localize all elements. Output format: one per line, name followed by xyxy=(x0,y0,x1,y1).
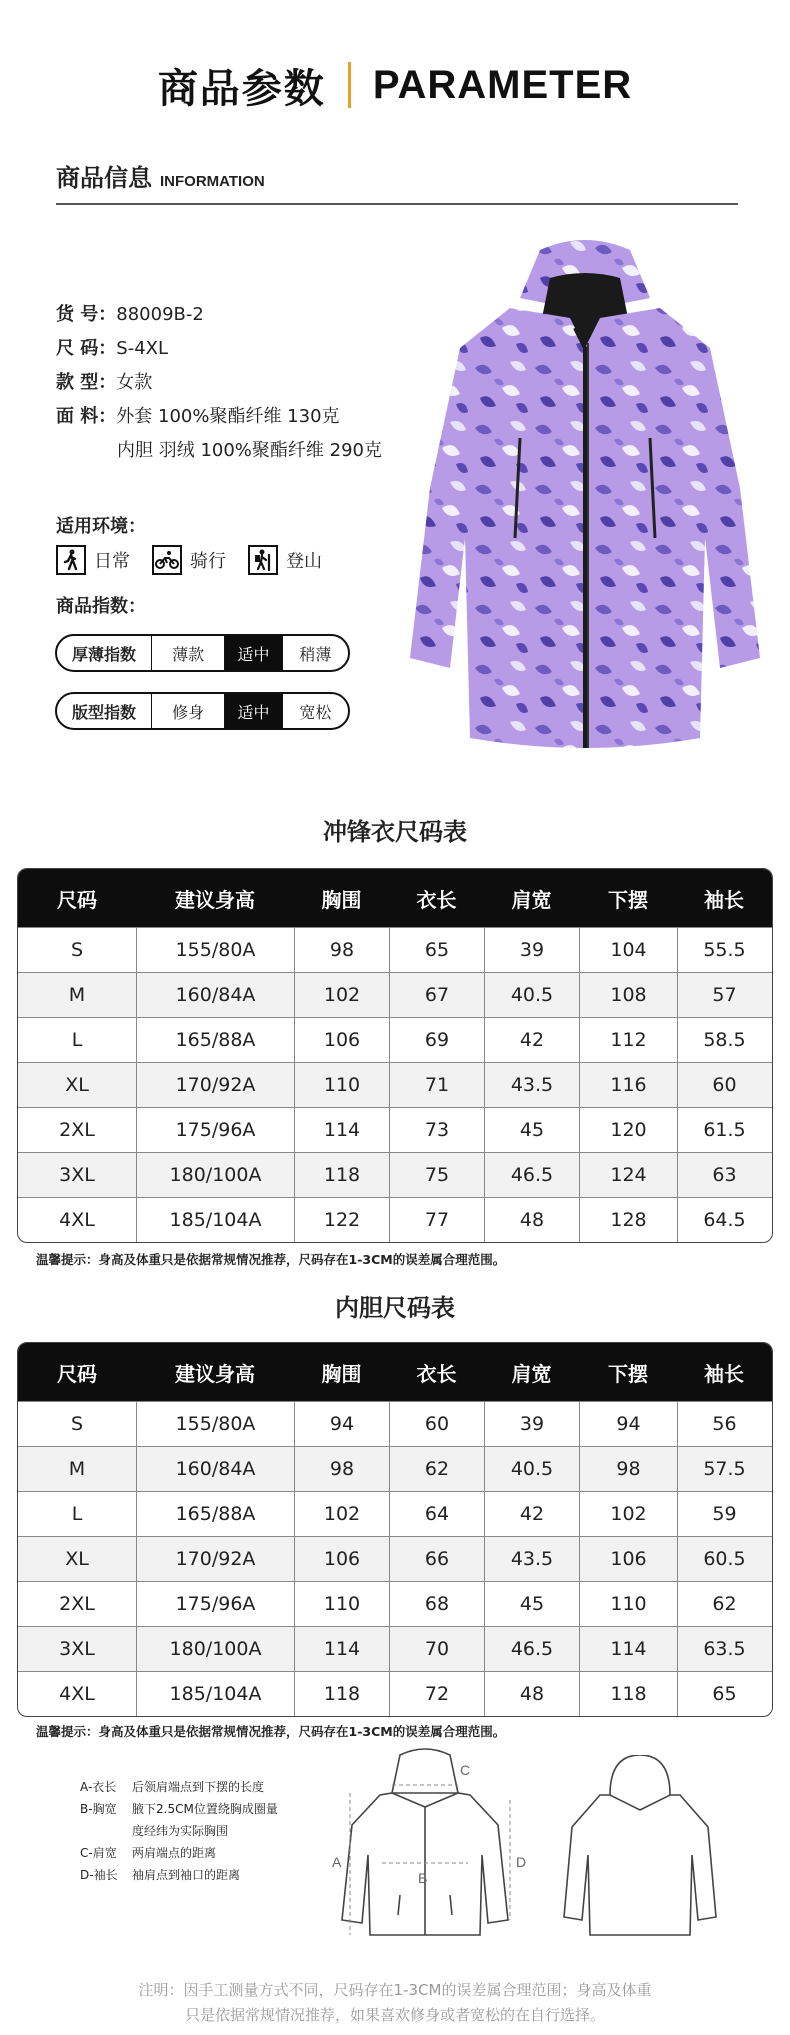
header-cell: 下摆 xyxy=(608,887,648,912)
table-header-row xyxy=(18,1343,772,1401)
table-row: 2XL 175/96A 110 68 45 110 62 xyxy=(18,1581,772,1626)
fit-index-label: 版型指数 xyxy=(72,702,137,722)
header-cell: 袖长 xyxy=(704,1361,744,1386)
env-item-cycling: 骑行 xyxy=(152,545,226,575)
spec-item-fabric-inner: 内胆 羽绒 100%聚酯纤维 290克 xyxy=(117,440,382,461)
header-cell: 尺码 xyxy=(57,1361,97,1386)
header-cell: 衣长 xyxy=(416,1361,457,1386)
jacket-front-diagram xyxy=(320,1745,530,1945)
thickness-index xyxy=(55,634,350,672)
thickness-option-medium: 适中 xyxy=(224,636,281,670)
inner-table-title: 内胆尺码表 xyxy=(335,1294,455,1322)
spec-item-size: 尺 码：S-4XL xyxy=(56,338,169,359)
header-divider xyxy=(348,62,351,108)
spec-item-fabric: 面 料：外套 100%聚酯纤维 130克 xyxy=(56,406,340,427)
footer-line-2: 只是依据常规情况推荐，如果喜欢修身或者宽松的在自行选择。 xyxy=(184,2006,605,2024)
measure-legend xyxy=(80,1776,278,1886)
spec-list xyxy=(56,298,382,468)
info-title-cn: 商品信息 xyxy=(56,164,152,192)
legend-item-a: A-衣长 后领肩端点到下摆的长度 xyxy=(80,1780,265,1794)
table-row: M 160/84A 102 67 40.5 108 57 xyxy=(18,972,772,1017)
header-cell: 肩宽 xyxy=(511,887,552,912)
header-cell: 建议身高 xyxy=(175,887,255,912)
table-row: 3XL 180/100A 114 70 46.5 114 63.5 xyxy=(18,1626,772,1671)
page-header xyxy=(0,50,790,120)
env-item-daily: 日常 xyxy=(56,545,130,575)
environment-title: 适用环境： xyxy=(56,516,146,537)
table-row: XL 170/92A 106 66 43.5 106 60.5 xyxy=(18,1536,772,1581)
table-row: 4XL 185/104A 118 72 48 118 65 xyxy=(18,1671,772,1716)
fit-index xyxy=(55,692,350,730)
env-item-hiking: 登山 xyxy=(248,545,322,575)
footer-line-1: 注明：因手工测量方式不同，尺码存在1-3CM的误差属合理范围；身高及体重 xyxy=(138,1981,652,1999)
environment-list xyxy=(56,545,322,575)
index-title: 商品指数： xyxy=(56,596,146,617)
table-row: L 165/88A 106 69 42 112 58.5 xyxy=(18,1017,772,1062)
jacket-back-diagram xyxy=(560,1755,720,1945)
marker-d: D xyxy=(516,1854,527,1870)
thickness-option-slightly-thin: 稍薄 xyxy=(282,636,348,670)
table-header-row xyxy=(18,869,772,927)
header-cell: 尺码 xyxy=(57,887,97,912)
walking-person-icon xyxy=(56,545,86,575)
info-divider xyxy=(56,203,738,205)
table-row: 2XL 175/96A 114 73 45 120 61.5 xyxy=(18,1107,772,1152)
jacket-photo xyxy=(410,238,770,758)
inner-size-table xyxy=(17,1342,773,1717)
legend-item-c: C-肩宽 两肩端点的距离 xyxy=(80,1846,217,1860)
thickness-option-thin: 薄款 xyxy=(151,636,224,670)
header-cell: 肩宽 xyxy=(511,1361,552,1386)
table-row: S 155/80A 98 65 39 104 55.5 xyxy=(18,927,772,972)
header-cell: 胸围 xyxy=(321,887,362,912)
fit-option-slim: 修身 xyxy=(151,694,224,728)
inner-table-note: 温馨提示：身高及体重只是依据常规情况推荐，尺码存在1-3CM的误差属合理范围。 xyxy=(36,1724,506,1739)
header-cell: 下摆 xyxy=(608,1361,648,1386)
info-title xyxy=(56,158,265,193)
table-row: 4XL 185/104A 122 77 48 128 64.5 xyxy=(18,1197,772,1242)
legend-item-b-cont: 度经纬为实际胸围 xyxy=(132,1824,229,1838)
fit-option-loose: 宽松 xyxy=(282,694,348,728)
marker-a: A xyxy=(332,1854,342,1870)
marker-b: B xyxy=(418,1870,428,1886)
outer-size-table xyxy=(17,868,773,1243)
fit-option-medium: 适中 xyxy=(224,694,281,728)
info-title-en: INFORMATION xyxy=(160,173,265,190)
header-cell: 衣长 xyxy=(416,887,457,912)
marker-c: C xyxy=(460,1762,471,1778)
header-cell: 胸围 xyxy=(321,1361,362,1386)
legend-item-d: D-袖长 袖肩点到袖口的距离 xyxy=(80,1868,241,1882)
legend-item-b: B-胸宽 腋下2.5CM位置绕胸成圈量 xyxy=(80,1802,278,1816)
outer-table-note: 温馨提示：身高及体重只是依据常规情况推荐，尺码存在1-3CM的误差属合理范围。 xyxy=(36,1252,506,1267)
outer-table-title: 冲锋衣尺码表 xyxy=(323,818,467,846)
spec-item-style: 款 型：女款 xyxy=(56,372,153,393)
spec-item-number: 货 号：88009B-2 xyxy=(56,304,204,325)
table-row: S 155/80A 94 60 39 94 56 xyxy=(18,1401,772,1446)
header-title-en: PARAMETER xyxy=(372,62,633,107)
table-row: 3XL 180/100A 118 75 46.5 124 63 xyxy=(18,1152,772,1197)
hiker-icon xyxy=(248,545,278,575)
table-row: L 165/88A 102 64 42 102 59 xyxy=(18,1491,772,1536)
table-row: M 160/84A 98 62 40.5 98 57.5 xyxy=(18,1446,772,1491)
footer-note xyxy=(0,1978,790,2028)
thickness-index-label: 厚薄指数 xyxy=(72,644,137,664)
header-cell: 建议身高 xyxy=(175,1361,255,1386)
header-cell: 袖长 xyxy=(704,887,744,912)
header-title-cn: 商品参数 xyxy=(157,65,326,112)
table-row: XL 170/92A 110 71 43.5 116 60 xyxy=(18,1062,772,1107)
cyclist-icon xyxy=(152,545,182,575)
